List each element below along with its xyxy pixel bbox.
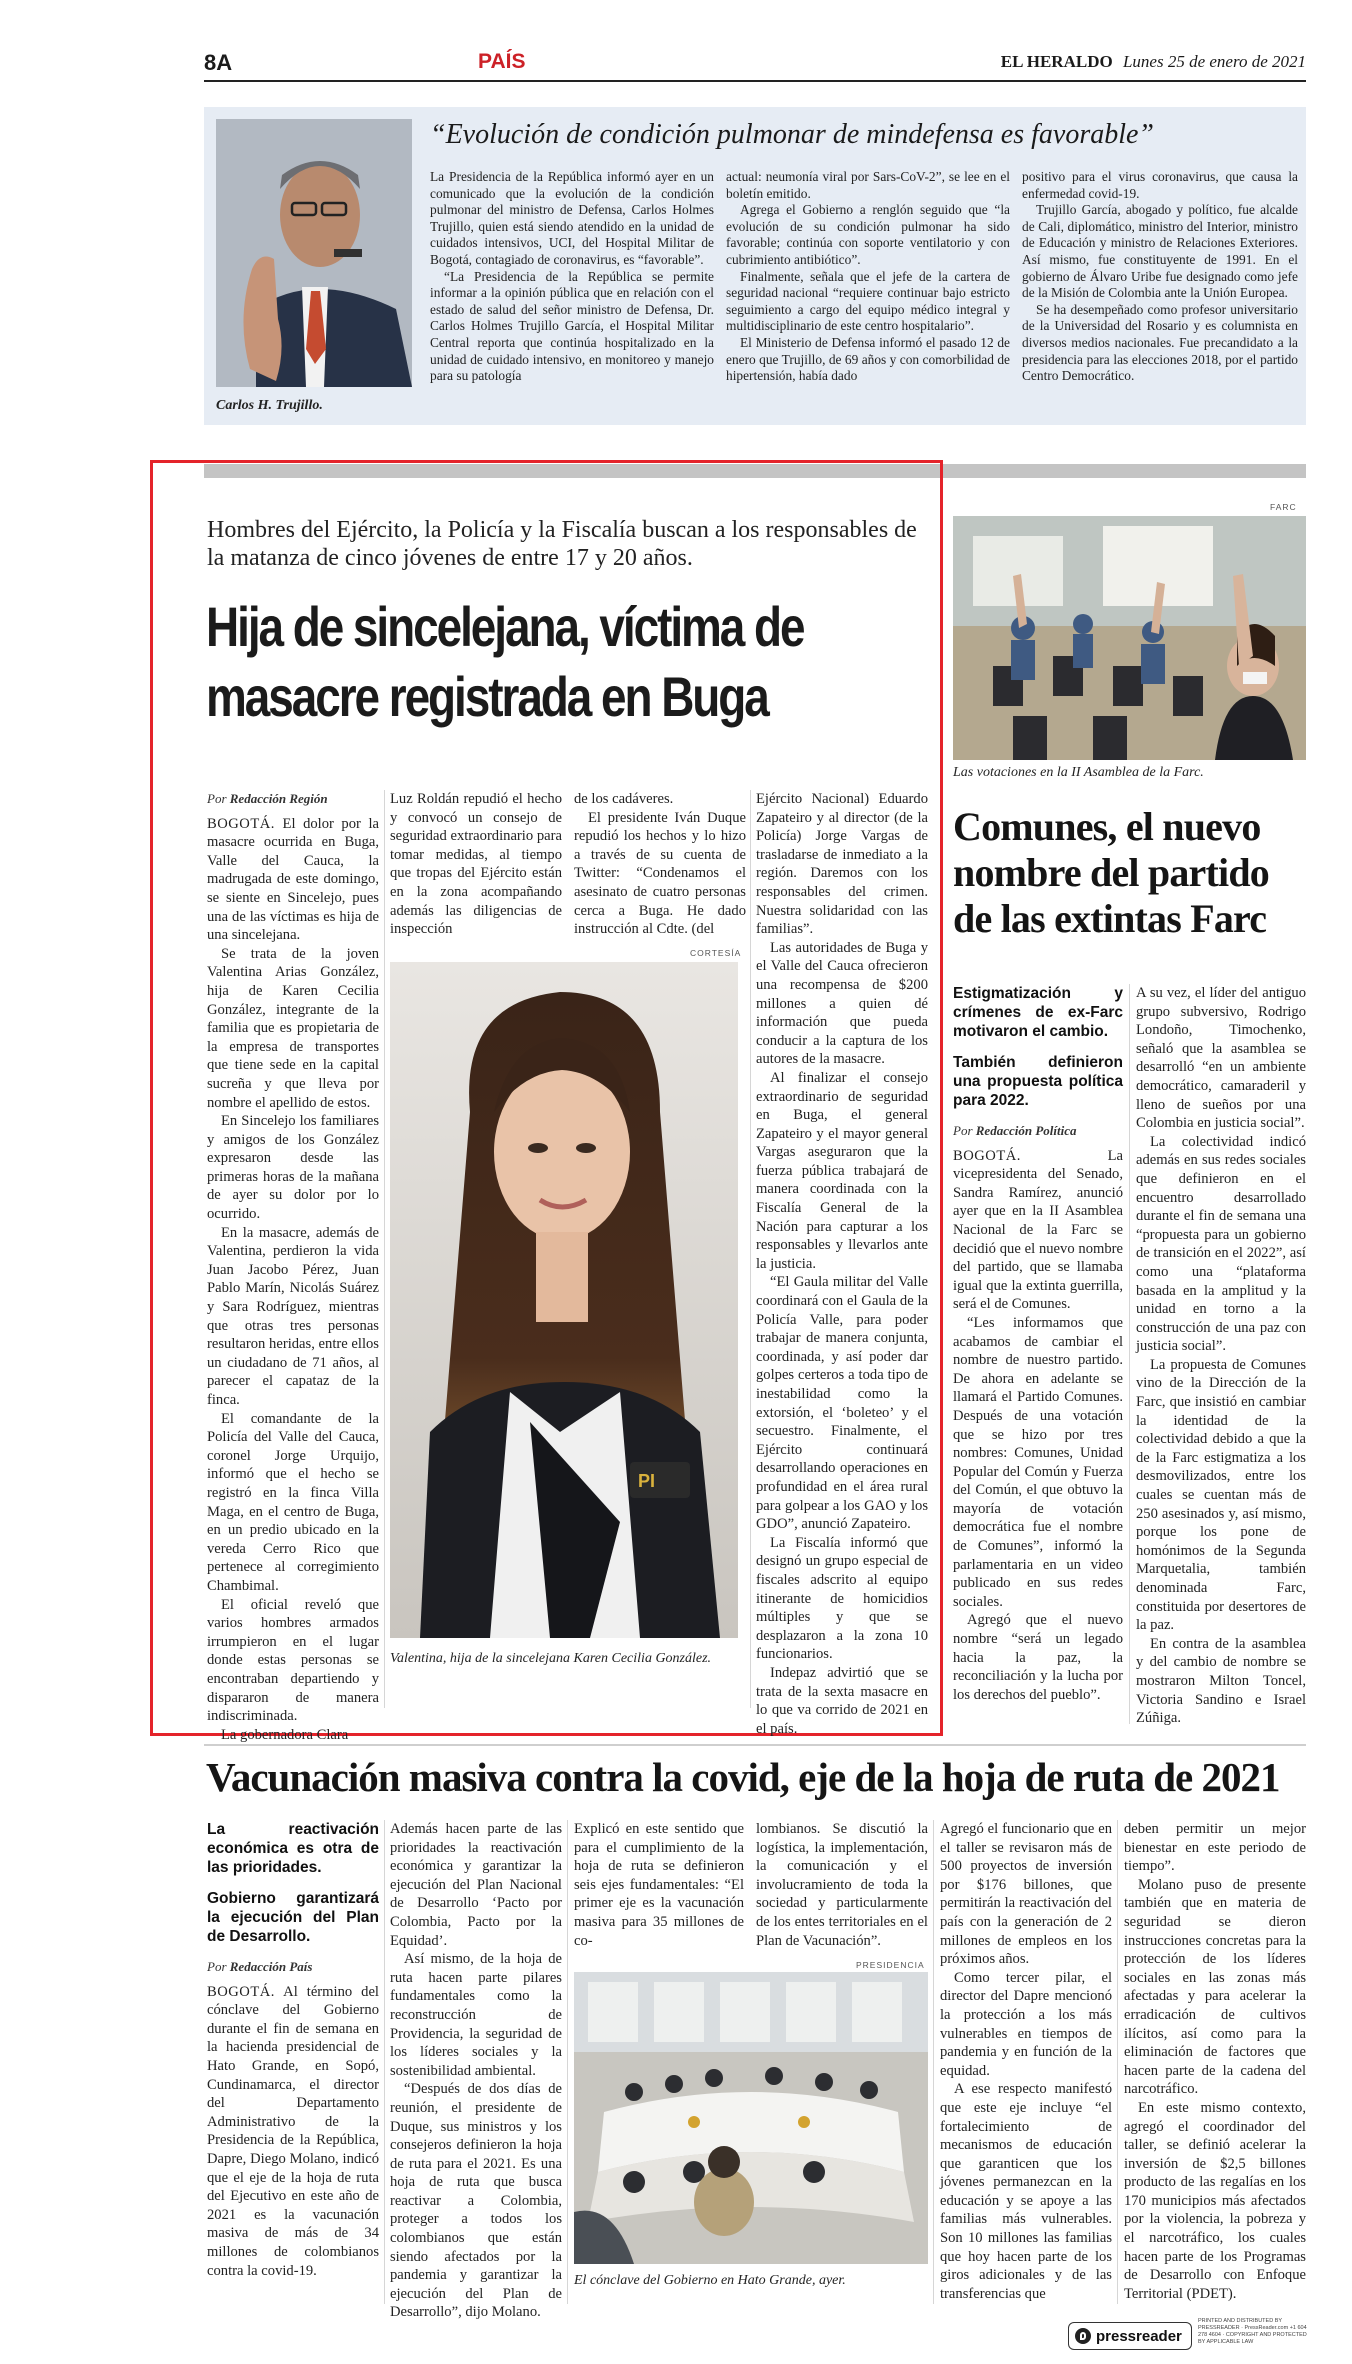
main-paragraph: La gobernadora Clara — [221, 1726, 349, 1743]
box-paragraph: Trujillo García, abogado y político, fue alcalde de Cali, diplomático, ministro del Interior, ministro de Educación y ministro de Relaciones Exteriores. Así mismo, fue constituyente de 1991. En el gobierno de Álvaro Uribe fue designado como jefe de la Misión de Colombia ante la Unión Europea. — [1022, 202, 1298, 301]
farc-photo-caption: Las votaciones en la II Asamblea de la Farc. — [953, 765, 1204, 780]
vac-subhead-1: La reactivación económica es otra de las prioridades. — [207, 1821, 379, 1876]
box-paragraph: Agrega el Gobierno a renglón seguido que “la evolución de su condición pulmonar ha sido favorable; continúa con soporte ventilatorio y con cubrimiento antibiótico”. — [726, 202, 1010, 267]
farc-photo-credit: FARC — [1270, 502, 1297, 512]
pressreader-brand: pressreader — [1096, 2327, 1182, 2345]
main-paragraph: En Sincelejo los familiares y amigos de los González expresaron desde las primeras horas de la mañana de ayer su dolor por lo ocurrido. — [207, 1113, 379, 1223]
main-column-2 — [390, 790, 562, 940]
byline-name: Redacción Región — [229, 791, 328, 806]
farc-subhead-1: Estigmatización y crímenes de ex-Farc motivaron el cambio. — [953, 985, 1123, 1040]
farc-paragraph: La colectividad indicó además en sus redes sociales que definieron en el encuentro desarrollado durante el fin de semana una “propuesta para un gobierno de transición en el 2022”, así como una “plataforma basada en la amplitud y la unidad en torno a la construcción de una paz con justicia social”. — [1136, 1133, 1306, 1355]
vac-divider — [204, 1744, 1306, 1746]
box-paragraph: actual: neumonía viral por Sars-CoV-2”, se lee en el boletín emitido. — [726, 169, 1010, 201]
vac-paragraph: A ese respecto manifestó que este eje incluye “el fortalecimiento de mecanismos de educación que garanticen que los jóvenes permanezcan en la educación y se apoye a las familias más vulnerables. Son 10 millones las familias que hoy hacen parte de los giros adicionales y de las transferencias que — [940, 2081, 1112, 2302]
trujillo-photo — [216, 119, 412, 387]
box-title: “Evolución de condición pulmonar de mindefensa es favorable” — [430, 119, 1154, 150]
farc-photo — [953, 516, 1306, 760]
box-paragraph: La Presidencia de la República informó ayer en un comunicado que la evolución de la condición pulmonar del ministro de Defensa, Carlos Holmes Trujillo, quien está siendo atendido en la unidad de cuidados intensivos, UCI, del Hospital Militar de Bogotá, contagiado de coronavirus, es “favorable”. — [430, 169, 714, 267]
assembly-image — [953, 516, 1306, 760]
box-paragraph: El Ministerio de Defensa informó el pasado 12 de enero que Trujillo, de 69 años y con comorbilidad de hipertensión, había dado — [726, 334, 1010, 384]
valentina-image — [390, 962, 738, 1638]
trujillo-caption: Carlos H. Trujillo. — [216, 398, 323, 413]
pressreader-logo-icon — [1075, 2328, 1091, 2344]
header-rule — [204, 80, 1306, 82]
main-paragraph: El oficial reveló que varios hombres armados irrumpieron en el lugar donde estas personas se encontraban departiendo y dispararon de manera indiscriminada. — [207, 1596, 379, 1725]
column-rule — [1129, 984, 1130, 1724]
mindefensa-box — [204, 107, 1306, 425]
vac-paragraph: “Después de dos días de reunión, el presidente de Duque, sus ministros y los consejeros definieron la hoja de ruta para el 2021. Es una hoja de ruta que busca reactivar a Colombia, proteger a todos los colombianos que están siendo afectados por la pandemia y garantizar la ejecución del Plan de Desarrollo”, dijo Molano. — [390, 2081, 562, 2321]
byline-prefix: Por — [207, 791, 227, 806]
byline-name: Redacción Política — [975, 1123, 1077, 1138]
farc-byline — [953, 1122, 1123, 1141]
byline-prefix: Por — [953, 1123, 973, 1138]
vac-paragraph: Agregó el funcionario que en el taller se revisaron más de 500 proyectos de inversión por $176 billones, que permitirán la reactivación del país con la generación de 2 millones de empleos en los próximos años. — [940, 1821, 1112, 1968]
vac-paragraph: Como tercer pilar, el director del Dapre mencionó la protección a los más vulnerables en tiempos de pandemia y en función de la equidad. — [940, 1969, 1112, 2079]
farc-paragraph: Agregó que el nuevo nombre “será un legado hacia la paz, la reconciliación y la lucha por los derechos del pueblo”. — [953, 1612, 1123, 1703]
pressreader-fineprint: PRINTED AND DISTRIBUTED BY PRESSREADER · PressReader.com +1 604 278 4604 · COPYRIGHT AND PROTECTED BY APPLICABLE LAW — [1198, 2318, 1307, 2345]
vac-photo-credit: PRESIDENCIA — [856, 1960, 925, 1970]
vac-column-3 — [574, 1820, 744, 1960]
column-rule — [750, 790, 751, 1708]
farc-column-1 — [953, 984, 1123, 1724]
main-column-3 — [574, 790, 746, 940]
vac-column-2 — [390, 1820, 562, 2321]
conclave-image — [574, 1972, 928, 2264]
main-column-4 — [756, 790, 928, 1737]
farc-subhead-2: También definieron una propuesta política para 2022. — [953, 1054, 1123, 1109]
main-paragraph: En la masacre, además de Valentina, perdieron la vida Juan Jacobo Pérez, Juan Pablo Marín, Nicolás Suárez y Sara Rodríguez, mientras que otras tres personas resultaron heridas, entre ellos un ciudadano de 71 años, al parecer el capataz de la finca. — [207, 1224, 379, 1408]
farc-paragraph: En contra de la asamblea y del cambio de nombre se mostraron Milton Toncel, Victoria Sandino e Israel Zúñiga. — [1136, 1635, 1306, 1727]
main-byline — [207, 790, 379, 809]
box-column-1 — [430, 169, 714, 421]
vac-column-6 — [1124, 1820, 1306, 2304]
main-paragraph: El comandante de la Policía del Valle del Cauca, coronel Jorge Urquijo, informó que el hecho se registró en la finca Villa Maga, en el centro de Buga, en un predio ubicado en la vereda Cerro Rico que pertenece al corregimiento Chambimal. — [207, 1410, 379, 1594]
vac-subhead-2: Gobierno garantizará la ejecución del Plan de Desarrollo. — [207, 1890, 379, 1945]
dateline: BOGOTÁ. — [953, 1147, 1021, 1164]
main-kicker: Hombres del Ejército, la Policía y la Fiscalía buscan a los responsables de la matanza de cinco jóvenes de entre 17 y 20 años. — [207, 517, 917, 571]
vac-paragraph: Molano puso de presente también que en materia de seguridad se dieron instrucciones concretas para la protección de los líderes sociales en las zonas más afectadas y para acelerar la erradicación de cultivos ilícitos, así como para la eliminación de factores que hacen parte de la cadena del narcotráfico. — [1124, 1876, 1306, 2098]
farc-column-2 — [1136, 984, 1306, 1727]
byline-prefix: Por — [207, 1959, 227, 1974]
main-column-1 — [207, 790, 379, 1743]
page-header — [0, 0, 1352, 90]
box-paragraph: Finalmente, señala que el jefe de la cartera de seguridad nacional “requiere continuar bajo estricto seguimiento a cargo del equipo médico integral y multidisciplinario de este centro hospitalario”. — [726, 268, 1010, 334]
masthead-date — [1001, 52, 1306, 72]
box-column-3 — [1022, 169, 1298, 421]
vac-paragraph: Explicó en este sentido que para el cumplimiento de la hoja de ruta se definieron seis ejes fundamentales: “El primer eje es la vacunación masiva para 35 millones de co- — [574, 1821, 744, 1949]
main-headline-line-1: Hija de sincelejana, víctima de — [206, 595, 804, 658]
main-paragraph: Ejército Nacional) Eduardo Zapateiro y al director (de la Policía) Jorge Vargas de trasladarse de inmediato a la región. Daremos con los responsables del crimen. Nuestra solidaridad con las familias”. — [756, 791, 928, 938]
vac-column-5 — [940, 1820, 1112, 2304]
byline-name: Redacción País — [229, 1959, 313, 1974]
farc-paragraph: La propuesta de Comunes vino de la Dirección de la Farc, que insistió en cambiar la identidad de la colectividad debido a que la de la Farc estigmatiza a los desmovilizados, entre los cuales se cuentan más de 250 asesinados y, así mismo, porque los pone de homónimos de la Segunda Marquetalia, también denominada Farc, constituida por desertores de la paz. — [1136, 1356, 1306, 1634]
issue-date: Lunes 25 de enero de 2021 — [1122, 52, 1306, 71]
column-rule — [567, 1820, 568, 2304]
box-paragraph: Se ha desempeñado como profesor universitario de la Universidad del Rosario y es columnista en diversos medios nacionales. Fue precandidato a la presidencia para las elecciones 2018, por el partido Centro Democrático. — [1022, 301, 1298, 384]
dateline: BOGOTÁ. — [207, 815, 275, 832]
vac-paragraph: Además hacen parte de las prioridades la reactivación económica y garantizar la ejecución del Plan Nacional de Desarrollo ‘Pacto por Colombia, Pacto por la Equidad’. — [390, 1821, 562, 1949]
vac-paragraph: Así mismo, de la hoja de ruta hacen parte pilares fundamentales como la reconstrucción de Providencia, la seguridad de los líderes sociales y la sostenibilidad ambiental. — [390, 1951, 562, 2079]
vac-column-1 — [207, 1820, 379, 2304]
column-rule — [384, 790, 385, 1708]
vac-headline: Vacunación masiva contra la covid, eje de la hoja de ruta de 2021 — [206, 1754, 1280, 1800]
portrait-image — [216, 119, 412, 387]
vac-photo-caption: El cónclave del Gobierno en Hato Grande, ayer. — [574, 2273, 846, 2288]
newspaper-name: EL HERALDO — [1000, 52, 1113, 71]
main-paragraph: Indepaz advirtió que se trata de la sexta masacre en lo que va corrido de 2021 en el país. — [756, 1664, 928, 1737]
vac-byline — [207, 1958, 379, 1977]
main-paragraph: Se trata de la joven Valentina Arias González, hija de Karen Cecilia González, integrante de la familia que es propietaria de la empresa de transportes que tiene sede en la capital sucreña y que lleva por nombre el apellido de estos. — [207, 945, 379, 1111]
photo-credit: CORTESÍA — [690, 948, 742, 958]
vac-paragraph: deben permitir un mejor bienestar en este periodo de tiempo”. — [1124, 1821, 1306, 1875]
main-paragraph: El presidente Iván Duque repudió los hechos y lo hizo a través de su cuenta de Twitter: “Condenamos el asesinato de cuatro personas cerca a Buga. He dado instrucción al Cdte. (del — [574, 809, 746, 938]
main-paragraph: Las autoridades de Buga y el Valle del Cauca ofrecieron una recompensa de $200 millones a quien dé información que pueda conducir a la captura de los autores de la masacre. — [756, 939, 928, 1068]
main-paragraph: Luz Roldán repudió el hecho y convocó un consejo de seguridad extraordinario para tomar medidas, al tiempo que tropas del Ejército están en la zona acompañando además las diligencias de inspección — [390, 791, 562, 938]
section-name: PAÍS — [478, 50, 526, 73]
main-paragraph: de los cadáveres. — [574, 791, 674, 807]
main-headline-line-2: masacre registrada en Buga — [206, 665, 768, 728]
farc-paragraph: “Les informamos que acabamos de cambiar el nombre de nuestro partido. De ahora en adelante se llamará el Partido Comunes. Después de una votación que se hizo por tres nombres: Comunes, Unidad Popular del Común y Fuerza del Común, el que obtuvo la mayoría de votación democrática fue el nombre de Comunes”, informó la parlamentaria en un video publicado en sus redes sociales. — [953, 1314, 1123, 1610]
vac-photo — [574, 1972, 928, 2264]
svg-text:PI: PI — [638, 1471, 656, 1491]
valentina-caption: Valentina, hija de la sincelejana Karen Cecilia González. — [390, 1651, 712, 1666]
main-paragraph: El dolor por la masacre ocurrida en Buga, Valle del Cauca, la madrugada de este domingo, se siente en Sincelejo, pues una de las víctimas es hija de una sincelejana. — [207, 815, 379, 944]
valentina-photo — [390, 962, 738, 1638]
vac-paragraph: lombianos. Se discutió la logística, la implementación, la comunicación y el involucramiento de toda la sociedad y particularmente de los entes territoriales en el Plan de Vacunación”. — [756, 1821, 928, 1949]
vac-column-4 — [756, 1820, 928, 1960]
main-headline — [206, 592, 946, 762]
main-paragraph: Al finalizar el consejo extraordinario de seguridad en Buga, el general Zapateiro y el mayor general Vargas aseguraron que la fuerza pública trabajará de manera coordinada con la Fiscalía General de la Nación para capturar a los responsables y llevarlos ante la justicia. — [756, 1069, 928, 1272]
vac-paragraph: Al término del cónclave del Gobierno durante el fin de semana en la hacienda presidencial de Hato Grande, en Sopó, Cundinamarca, el director del Departamento Administrativo de la Presidencia de la República, Dapre, Diego Molano, indicó que el eje de la hoja de ruta del Ejecutivo en este año de 2021 es la vacunación masiva de más de 34 millones de colombianos contra la covid-19. — [207, 1983, 379, 2279]
column-rule — [933, 1820, 934, 2304]
main-paragraph: La Fiscalía informó que designó un grupo especial de fiscales adscrito al equipo itinerante de homicidios múltiples y que se desplazaron a la zona 10 funcionarios. — [756, 1534, 928, 1663]
vac-paragraph: En este mismo contexto, agregó el coordinador del taller, se definió acelerar la inversión de $2,5 billones producto de las regalías en los 170 municipios más afectados por la violencia, la pobreza y el narcotráfico, los cuales hacen parte de los Programas de Desarrollo con Enfoque Territorial (PDET). — [1124, 2099, 1306, 2302]
dateline: BOGOTÁ. — [207, 1983, 275, 2000]
column-rule — [384, 1820, 385, 2304]
box-column-2 — [726, 169, 1010, 421]
pressreader-badge[interactable] — [1068, 2322, 1192, 2350]
farc-paragraph: A su vez, el líder del antiguo grupo subversivo, Rodrigo Londoño, Timochenko, señaló que la asamblea se desarrolló “en un ambiente democrático, camaraderil y lleno de sueños por una Colombia en justicia social”. — [1136, 985, 1306, 1132]
box-paragraph: “La Presidencia de la República se permite informar a la opinión pública que en relación con el estado de salud del señor ministro de Defensa, Dr. Carlos Holmes Trujillo García, el Hospital Militar Central reporta que continúa hospitalizado en la unidad de cuidado intensivo, en monitoreo y manejo para su patología — [430, 268, 714, 384]
page-number: 8A — [204, 50, 233, 75]
farc-headline: Comunes, el nuevo nombre del partido de las extintas Farc — [953, 804, 1269, 941]
box-paragraph: positivo para el virus coronavirus, que causa la enfermedad covid-19. — [1022, 169, 1298, 201]
main-paragraph: “El Gaula militar del Valle coordinará con el Gaula de la Policía Valle, para poder trabajar de manera conjunta, coordinada, y así poder dar golpes certeros a toda tipo de inestabilidad como la extorsión, el ‘boleteo’ y el secuestro. Finalmente, el Ejército continuará desarrollando operaciones en profundidad en el área rural para golpear a los GAO y los GDO”, anunció Zapateiro. — [756, 1274, 928, 1533]
column-rule — [1117, 1820, 1118, 2304]
farc-paragraph: La vicepresidenta del Senado, Sandra Ramírez, anunció ayer que en la II Asamblea Nacional de la Farc se decidió que el nuevo nombre del partido, que se llamaba igual que la extinta guerrilla, será el de Comunes. — [953, 1147, 1123, 1313]
